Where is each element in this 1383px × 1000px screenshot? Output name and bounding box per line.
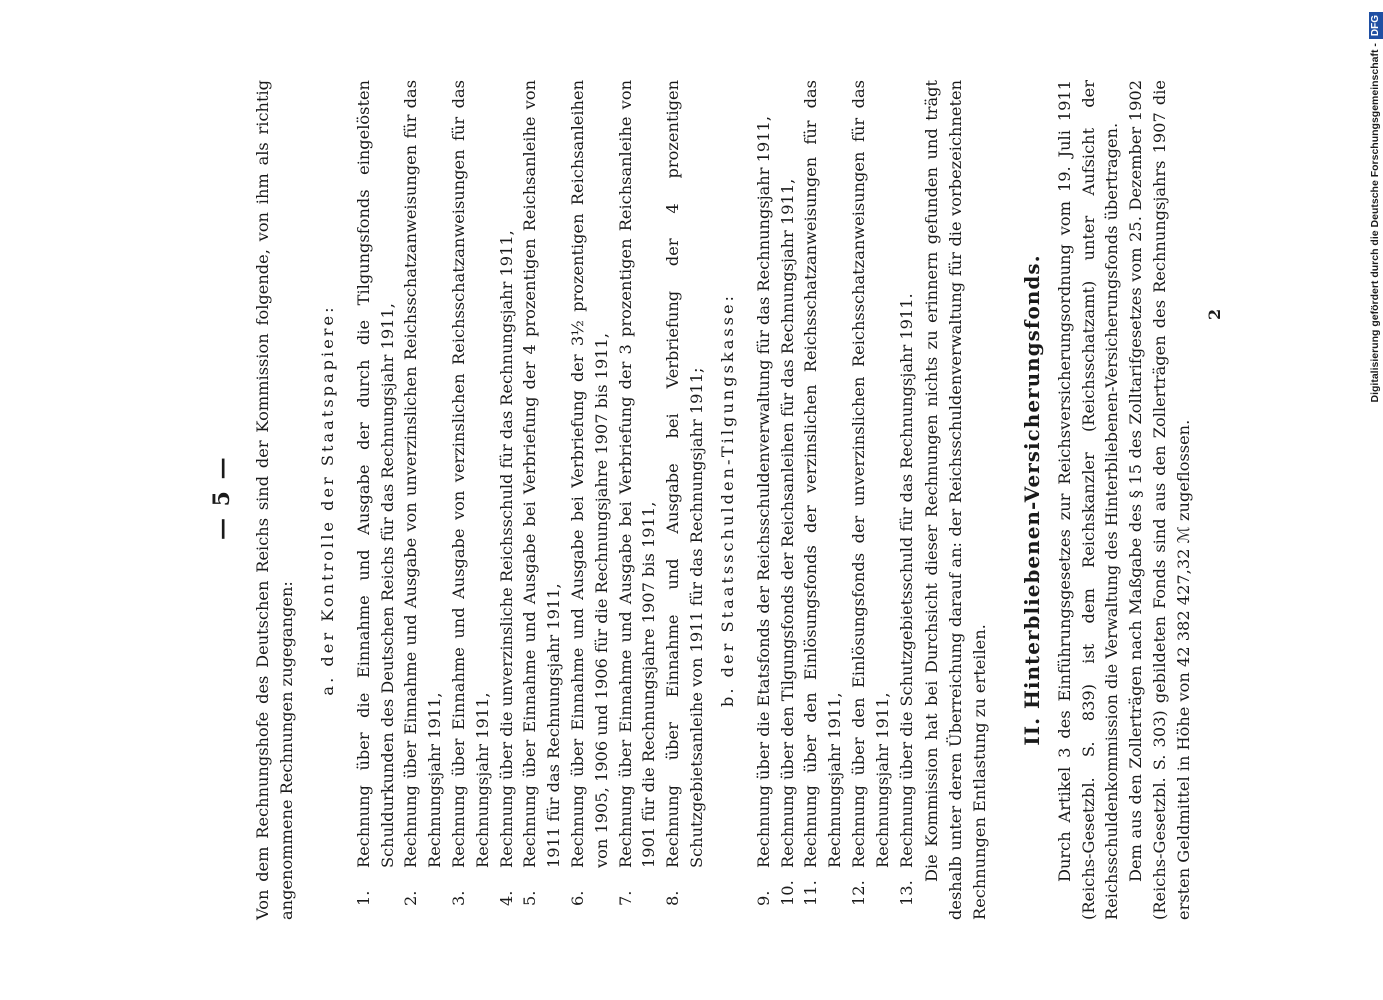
item-number: 6.: [567, 890, 587, 906]
item-number: 11.: [801, 880, 821, 906]
item-number: 13.: [896, 880, 916, 906]
list-item: [518, 80, 566, 920]
item-number: 8.: [663, 890, 683, 906]
item-number: 9.: [753, 890, 773, 906]
item-number: 3.: [448, 890, 468, 906]
section-b: [716, 80, 992, 920]
list-item: [661, 80, 709, 920]
list-item: [895, 80, 919, 920]
list-item: [352, 80, 400, 920]
conclusion-paragraph: Die Kommission hat bei Durchsicht dieser Rechnungen nichts zu erinnern gefunden und trägt deshalb unter deren Überreichung darauf an: der Reichsschuldenverwaltung für die vorbezeichneten Rechnungen Entlastung zu erteilen.: [922, 80, 989, 920]
item-text: Rechnung über Einnahme und Ausgabe bei Verbriefung der 3½ prozentigen Reichsanleihen von 1905, 1906 und 1906 für die Rechnungsjahre 1907 bis 1911,: [567, 80, 611, 868]
item-text: Rechnung über Einnahme und Ausgabe bei Verbriefung der 3 prozentigen Reichsanleihe von 1901 für die Rechnungsjahre 1907 bis 1911,: [615, 80, 659, 868]
intro-block: [251, 80, 299, 920]
list-item: [566, 80, 614, 920]
section-ii-paragraph-1: Durch Artikel 3 des Einführungsgesetzes zur Reichsversicherungsordnung vom 19. Juli 1911 (Reichs-Gesetzbl. S. 839) ist dem Reichskanzler (Reichsschatzamt) unter Aufsicht der Reichsschuldenkommission die Verwaltung des Hinterbliebenen-Versicherungsfonds übertragen.: [1054, 80, 1122, 920]
rotated-document: [116, 80, 1266, 920]
item-number: 10.: [777, 880, 797, 906]
credit-text: Digitalisierung gefördert durch die Deutsche Forschungsgemeinschaft -: [1369, 43, 1381, 403]
section-ii: [1021, 80, 1196, 920]
section-ii-heading: II. Hinterbliebenen-Versicherungsfonds.: [1020, 254, 1044, 746]
list-item: [776, 80, 800, 920]
list-item: [614, 80, 662, 920]
item-number: 1.: [353, 890, 373, 906]
list-item: [847, 80, 895, 920]
list-item: [495, 80, 519, 920]
signature-mark: 2: [1205, 308, 1224, 320]
item-number: 4.: [496, 890, 516, 906]
item-text: Rechnung über Einnahme und Ausgabe bei Verbriefung der 4 prozentigen Reichsanleihe von 1911 für das Rechnungsjahr 1911,: [520, 80, 564, 868]
item-text: Rechnung über den Tilgungsfonds der Reichsanleihen für das Rechnungsjahr 1911,: [777, 178, 797, 868]
section-b-list: [752, 80, 919, 920]
section-a: [316, 80, 709, 920]
item-number: 12.: [848, 880, 868, 906]
list-item: [799, 80, 847, 920]
section-ii-paragraph-2: Dem aus den Zollerträgen nach Maßgabe des § 15 des Zolltarifgesetzes vom 25. Dezember 1902 (Reichs-Gesetzbl. S. 303) gebildeten Fonds sind aus den Zollerträgen des Rechnungsjahrs 1907 die ersten Geldmittel in Höhe von 42 382 427,32 ℳ zugeflossen.: [1126, 80, 1193, 920]
dfg-logo: DFG: [1369, 12, 1383, 39]
item-text: Rechnung über den Einlösungsfonds der unverzinslichen Reichsschatzanweisungen für das Rechnungsjahr 1911,: [848, 80, 892, 868]
item-text: Rechnung über die Etatsfonds der Reichsschuldenverwaltung für das Rechnungsjahr 1911,: [753, 116, 773, 868]
section-a-heading: a. der Kontrolle der Staatspapiere:: [318, 304, 337, 696]
credit-text-line: [1365, 12, 1383, 782]
item-number: 2.: [401, 890, 421, 906]
item-number: 5.: [520, 890, 540, 906]
page-number: — 5 —: [209, 455, 235, 540]
list-item: [447, 80, 495, 920]
item-text: Rechnung über Einnahme und Ausgabe von unverzinslichen Reichsschatzanweisungen für das Rechnungsjahr 1911,: [401, 80, 445, 868]
item-text: Rechnung über die unverzinsliche Reichsschuld für das Rechnungsjahr 1911,: [496, 230, 516, 868]
item-text: Rechnung über den Einlösungsfonds der verzinslichen Reichsschatzanweisungen für das Rechnungsjahr 1911,: [801, 80, 845, 868]
section-a-list: [352, 80, 709, 920]
item-text: Rechnung über Einnahme und Ausgabe von verzinslichen Reichsschatzanweisungen für das Rechnungsjahr 1911,: [448, 80, 492, 868]
item-text: Rechnung über Einnahme und Ausgabe bei Verbriefung der 4 prozentigen Schutzgebietsanleihe von 1911 für das Rechnungsjahr 1911;: [663, 80, 706, 868]
list-item: [399, 80, 447, 920]
intro-paragraph: Von dem Rechnungshofe des Deutschen Reichs sind der Kommission folgende, von ihm als richtig angenommene Rechnungen zugegangen:: [253, 80, 296, 920]
digitization-credit: [1365, 12, 1383, 782]
item-number: 7.: [615, 890, 635, 906]
item-text: Rechnung über die Einnahme und Ausgabe der durch die Tilgungsfonds eingelösten Schuldurkunden des Deutschen Reichs für das Rechnungsjahr 1911,: [353, 80, 397, 868]
list-item: [752, 80, 776, 920]
section-b-heading: b. der Staatsschulden-Tilgungskasse:: [718, 293, 737, 707]
item-text: Rechnung über die Schutzgebietsschuld für das Rechnungsjahr 1911.: [896, 293, 916, 868]
